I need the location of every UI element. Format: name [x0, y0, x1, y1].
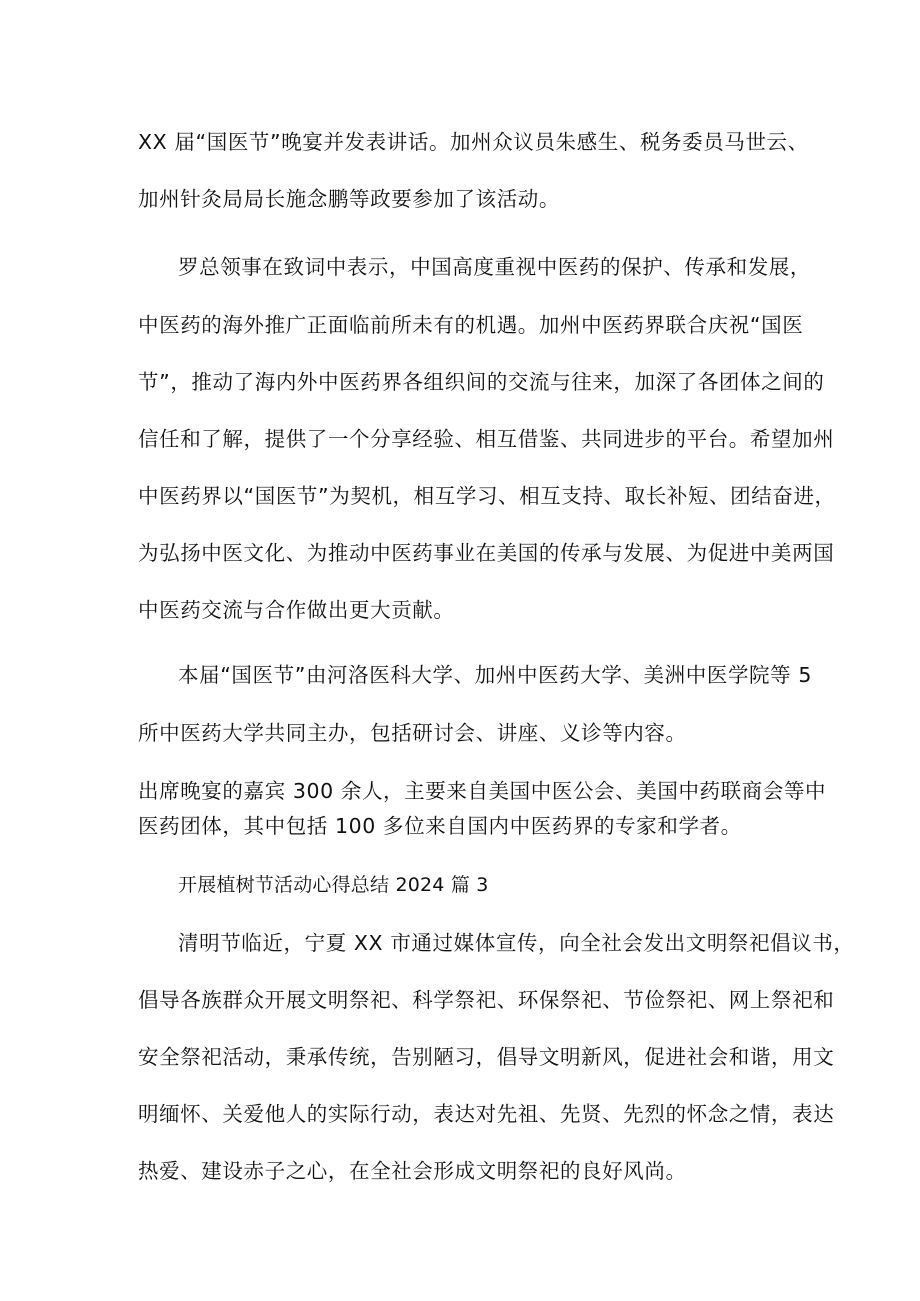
text-line: 倡导各族群众开展文明祭祀、科学祭祀、环保祭祀、节俭祭祀、网上祭祀和	[138, 988, 835, 1012]
text-line: 罗总领事在致词中表示，中国高度重视中医药的保护、传承和发展，	[178, 255, 811, 279]
text-line: 清明节临近，宁夏 XX 市通过媒体宣传，向全社会发出文明祭祀倡议书，	[178, 931, 855, 955]
text-line: 明缅怀、关爱他人的实际行动，表达对先祖、先贤、先烈的怀念之情，表达	[138, 1102, 835, 1126]
text-line: 为弘扬中医文化、为推动中医药事业在美国的传承与发展、为促进中美两国	[138, 541, 835, 565]
text-line: 热爱、建设赤子之心，在全社会形成文明祭祀的良好风尚。	[138, 1159, 687, 1183]
section-heading: 开展植树节活动心得总结 2024 篇 3	[178, 874, 489, 896]
text-line: 节”，推动了海内外中医药界各组织间的交流与往来，加深了各团体之间的	[138, 370, 825, 394]
text-line: 安全祭祀活动，秉承传统，告别陋习，倡导文明新风，促进社会和谐，用文	[138, 1045, 835, 1069]
text-line: 信任和了解，提供了一个分享经验、相互借鉴、共同进步的平台。希望加州	[138, 427, 835, 451]
text-line: 出席晚宴的嘉宾 300 余人，主要来自美国中医公会、美国中药联商会等中	[138, 779, 827, 803]
text-line: XX 届“国医节”晚宴并发表讲话。加州众议员朱感生、税务委员马世云、	[138, 130, 809, 154]
text-line: 加州针灸局局长施念鹏等政要参加了该活动。	[138, 187, 560, 211]
text-line: 医药团体，其中包括 100 多位来自国内中医药界的专家和学者。	[138, 814, 742, 838]
text-line: 中医药界以“国医节”为契机，相互学习、相互支持、取长补短、团结奋进，	[138, 484, 836, 508]
text-line: 所中医药大学共同主办，包括研讨会、讲座、义诊等内容。	[138, 721, 687, 745]
text-line: 中医药的海外推广正面临前所未有的机遇。加州中医药界联合庆祝“国医	[138, 313, 804, 337]
text-line: 中医药交流与合作做出更大贡献。	[138, 598, 455, 622]
text-line: 本届“国医节”由河洛医科大学、加州中医药大学、美洲中医学院等 5	[178, 663, 812, 687]
